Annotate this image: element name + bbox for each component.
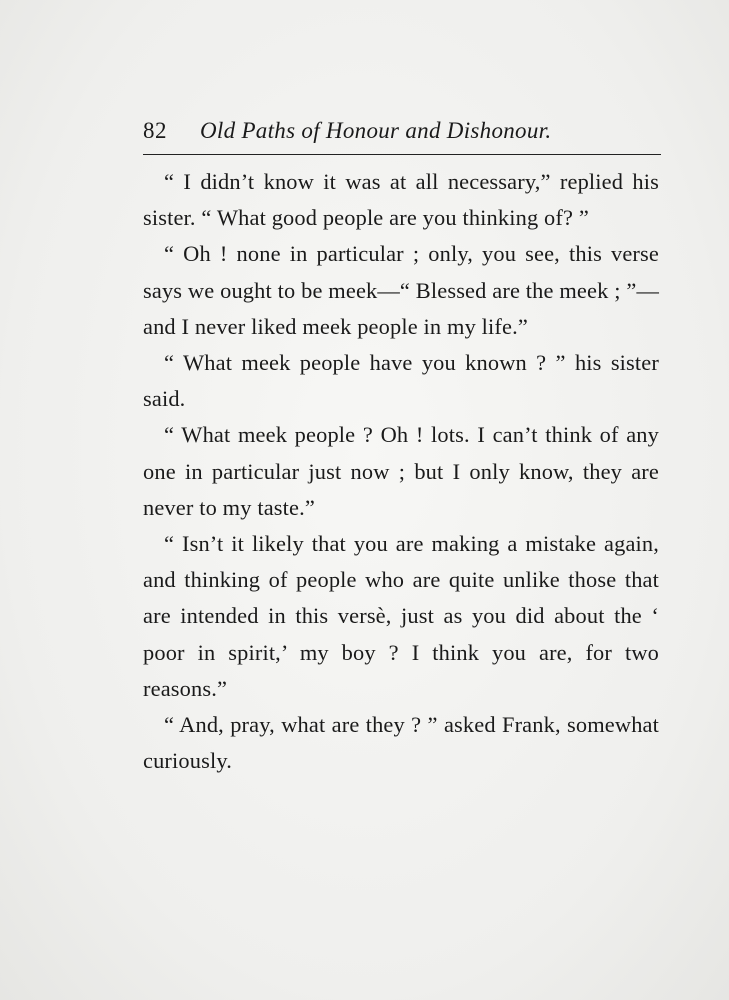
paragraph: “ What meek people ? Oh ! lots. I can’t think of any one in particular just now ; but I only know, they are never to my taste.” [143,422,659,520]
paragraph: “ What meek people have you known ? ” his sister said. [143,350,659,412]
paragraph: “ I didn’t know it was at all necessary,” replied his sister. “ What good people are you thinking of? ” [143,169,659,231]
page-number: 82 [143,118,167,143]
paragraph: “ Isn’t it likely that you are making a mistake again, and thinking of people who are quite unlike those that are intended in this versè, just as you did about the ‘ poor in spirit,’ my boy ? I think you are, for two reasons.” [143,531,659,701]
header-rule [143,154,661,155]
running-head [143,116,663,146]
paragraph: “ And, pray, what are they ? ” asked Frank, somewhat curiously. [143,712,659,774]
paragraph: “ Oh ! none in particular ; only, you see, this verse says we ought to be meek—“ Blessed are the meek ; ”—and I never liked meek people in my life.” [143,241,659,339]
body-text [143,164,659,779]
book-title: Old Paths of Honour and Dishonour. [200,118,552,143]
